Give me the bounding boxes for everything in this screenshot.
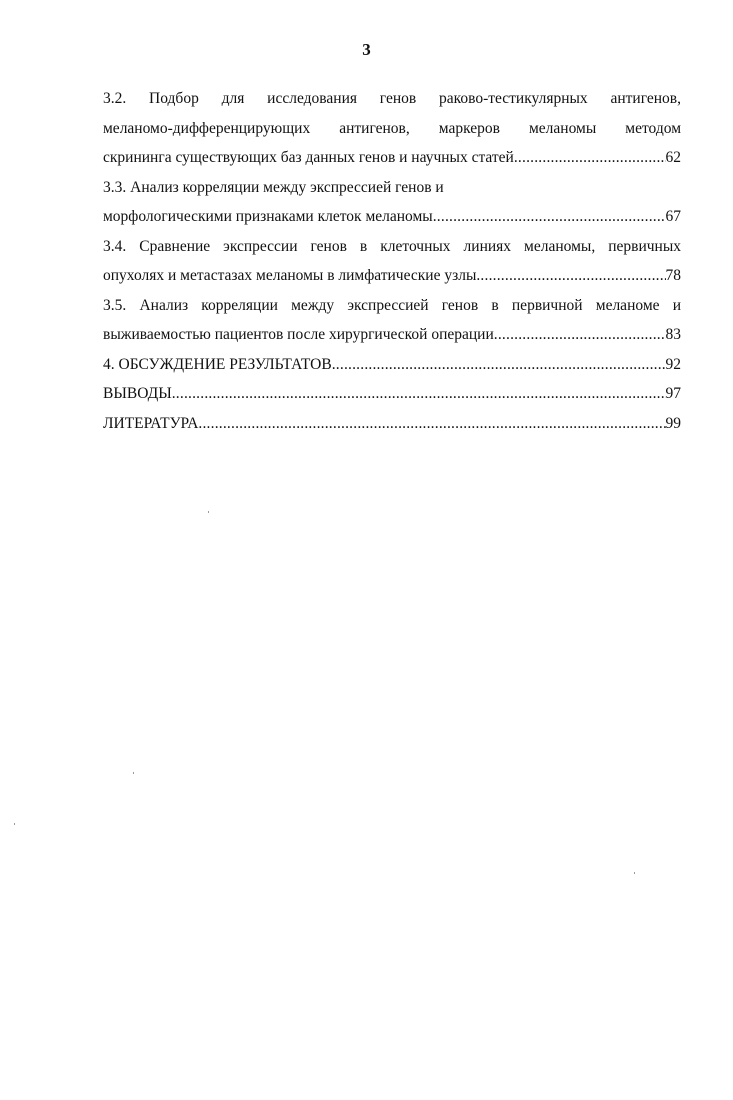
toc-entry-3-4 [103, 232, 681, 291]
toc-page-number: 83 [665, 326, 681, 343]
dot-leader [476, 261, 665, 291]
table-of-contents [103, 84, 681, 438]
scan-speck [14, 823, 15, 825]
page-number: 3 [362, 40, 371, 59]
toc-page-number: 92 [665, 355, 681, 373]
scan-speck [208, 511, 209, 513]
toc-entry-text: выживаемостью пациентов после хирургической операции [103, 326, 494, 343]
toc-entry-literature [103, 409, 681, 439]
toc-entry-last-line [103, 320, 681, 350]
toc-entry-3-5 [103, 291, 681, 350]
toc-entry-text: ВЫВОДЫ [103, 385, 172, 402]
toc-entry-text: 4. ОБСУЖДЕНИЕ РЕЗУЛЬТАТОВ [103, 355, 332, 373]
dot-leader [433, 202, 666, 232]
toc-entry-text: морфологическими признаками клеток меланомы [103, 208, 433, 225]
toc-entry-last-line [103, 409, 681, 439]
toc-page-number: 62 [665, 149, 681, 166]
toc-page-number: 78 [665, 267, 681, 284]
toc-entry-text-line: 3.2. Подбор для исследования генов раково-тестикулярных антигенов, [103, 90, 681, 107]
toc-entry-last-line [103, 379, 681, 409]
toc-entry-last-line [103, 202, 681, 232]
dot-leader [172, 379, 666, 409]
toc-entry-text-line: 3.4. Сравнение экспрессии генов в клеточных линиях меланомы, первичных [103, 237, 681, 255]
toc-entry-conclusions [103, 379, 681, 409]
toc-page-number: 97 [665, 385, 681, 402]
dot-leader [198, 409, 665, 439]
toc-page-number: 99 [665, 414, 681, 432]
toc-entry-text: опухолях и метастазах меланомы в лимфатические узлы [103, 267, 477, 284]
toc-entry-last-line [103, 350, 681, 380]
toc-page-number: 67 [665, 208, 681, 225]
toc-entry-text-line: 3.3. Анализ корреляции между экспрессией генов и [103, 178, 444, 196]
scan-speck [133, 772, 134, 774]
toc-entry-4 [103, 350, 681, 380]
toc-entry-text: скрининга существующих баз данных генов и научных статей [103, 149, 514, 166]
dot-leader [494, 320, 666, 350]
toc-entry-last-line [103, 261, 681, 291]
dot-leader [514, 143, 666, 173]
dot-leader [332, 350, 666, 380]
toc-entry-text-line: 3.5. Анализ корреляции между экспрессией генов в первичной меланоме и [103, 296, 681, 314]
toc-entry-last-line [103, 143, 681, 173]
toc-entry-text: ЛИТЕРАТУРА [103, 414, 199, 432]
toc-entry-text-line: меланомо-дифференцирующих антигенов, маркеров меланомы методом [103, 119, 681, 137]
toc-entry-3-2 [103, 84, 681, 173]
scan-speck [634, 872, 635, 874]
toc-entry-3-3 [103, 173, 681, 232]
